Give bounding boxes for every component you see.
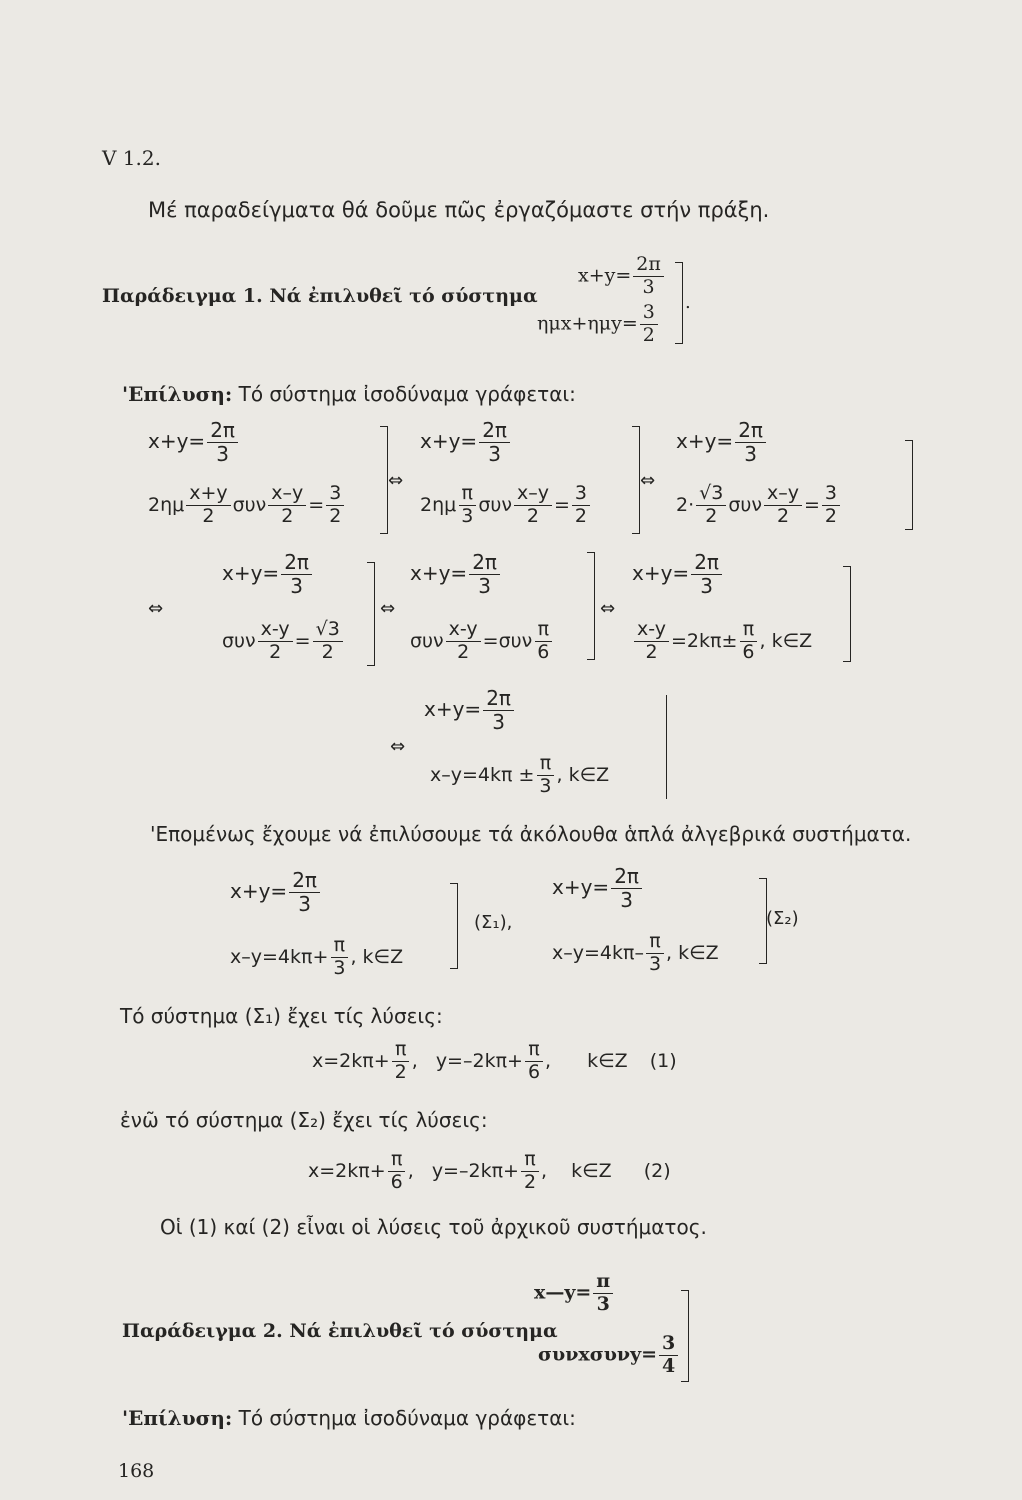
frac-num: π: [392, 1040, 409, 1062]
frac-num: x+y: [186, 484, 230, 506]
eq-lhs: x+y=: [420, 429, 478, 453]
eq-part: x=2kπ+: [308, 1159, 386, 1182]
brace: [680, 262, 683, 344]
sys-b-c3-top: [632, 552, 724, 597]
frac-num: 3: [659, 1334, 678, 1356]
eq-part: x=2kπ+: [312, 1049, 390, 1072]
eq-lhs: x+y=: [676, 429, 734, 453]
example-2-label: Παράδειγμα 2. Νά ἐπιλυθεῖ τό σύστημα: [122, 1320, 558, 1342]
frac-num: 3: [326, 484, 344, 506]
brace: [848, 566, 851, 662]
frac-den: 2: [457, 640, 470, 663]
s1-bot: [230, 936, 403, 979]
frac-den: 2: [281, 504, 294, 527]
frac-num: 2π: [691, 552, 722, 575]
frac-den: 2: [705, 504, 718, 527]
eq-part: , k∈Z: [350, 945, 404, 968]
frac-num: π: [646, 932, 663, 954]
frac-den: 3: [298, 892, 311, 916]
sys-b-c2-top: [410, 552, 502, 597]
frac-num: x-y: [258, 620, 293, 642]
eq-part: =: [553, 493, 570, 516]
frac-den: 6: [390, 1170, 403, 1193]
equivalence-arrow: ⇔: [390, 736, 406, 757]
frac-num: 3: [822, 484, 840, 506]
s1-top: [230, 870, 322, 915]
eq-lhs: x+y=: [552, 875, 610, 899]
eq-part: 2ημ: [420, 493, 457, 516]
solution-text: Τό σύστημα ἰσοδύναμα γράφεται:: [238, 1406, 576, 1430]
eq-part: x–y=4kπ ±: [430, 763, 535, 786]
frac-den: 3: [492, 710, 505, 734]
system-s2-label: (Σ₂): [766, 908, 799, 929]
frac-den: 2: [824, 504, 838, 527]
eq-part: y=–2kπ+: [431, 1159, 519, 1182]
frac-den: 2: [776, 504, 790, 527]
eq-part: συν: [410, 629, 444, 652]
eq-lhs: x+y=: [148, 429, 206, 453]
eq-lhs: x+y=: [424, 697, 482, 721]
frac-den: 3: [700, 574, 713, 598]
sys-a-c2-bot: [420, 484, 592, 527]
eq-part: =: [308, 493, 325, 516]
equation-tag: (2): [643, 1159, 671, 1182]
eq-lhs: συνxσυνy=: [538, 1343, 658, 1366]
eq-part: ,: [545, 1049, 552, 1072]
sys-a-c1-bot: [148, 484, 346, 527]
frac-den: 6: [527, 1060, 541, 1083]
equivalence-arrow: ⇔: [380, 598, 396, 619]
frac-den: 3: [642, 275, 655, 298]
eq-part: x–y=4kπ+: [230, 945, 329, 968]
frac-den: 3: [461, 504, 474, 527]
sys-b-c3-bot: [632, 620, 812, 663]
frac-den: 3: [539, 774, 552, 797]
frac-den: 3: [333, 956, 346, 979]
equivalence-arrow: ⇔: [148, 598, 164, 619]
eq-part: συν: [478, 493, 512, 516]
therefore-text: 'Επομένως ἔχουμε νά ἐπιλύσουμε τά ἀκόλουθα ἁπλά ἀλγεβρικά συστήματα.: [150, 822, 912, 846]
frac-num: π: [459, 484, 476, 506]
example-1-eq2: [537, 303, 660, 346]
eq-part: συν: [232, 493, 267, 516]
brace: [666, 695, 669, 799]
frac-num: 2π: [289, 870, 320, 893]
eq-part: 2ημ: [148, 493, 185, 516]
example-2-eq1: [534, 1272, 615, 1315]
sys-b-c2-bot: [410, 620, 554, 663]
sys-b-c1-top: [222, 552, 314, 597]
conclusion-text: Οἱ (1) καί (2) εἶναι οἱ λύσεις τοῦ ἀρχικοῦ συστήματος.: [160, 1215, 707, 1239]
frac-num: π: [525, 1040, 542, 1062]
frac-num: x-y: [634, 620, 669, 642]
eq-part: , k∈Z: [666, 941, 719, 964]
eq-part: =: [294, 629, 311, 652]
eq-lhs: x+y=: [222, 561, 280, 585]
brace: [686, 1290, 689, 1382]
solution-line: [122, 382, 576, 406]
eq-part: =2kπ±: [671, 629, 738, 652]
frac-den: 2: [642, 323, 655, 346]
frac-num: x-y: [446, 620, 481, 642]
frac-num: π: [740, 620, 757, 642]
s2-top: [552, 866, 644, 911]
frac-num: 3: [640, 303, 658, 325]
solution-label: 'Επίλυση:: [122, 382, 233, 406]
frac-num: 2π: [479, 420, 510, 443]
frac-num: π: [331, 936, 348, 958]
brace: [910, 440, 913, 530]
s2-bot: [552, 932, 719, 975]
eq-part: =συν: [482, 629, 533, 652]
frac-den: 2: [645, 640, 658, 663]
sol2-text: ἐνῶ τό σύστημα (Σ₂) ἔχει τίς λύσεις:: [120, 1108, 488, 1132]
frac-num: x–y: [268, 484, 306, 506]
frac-den: 2: [574, 504, 587, 527]
frac-den: 3: [488, 442, 501, 466]
frac-num: π: [537, 754, 554, 776]
frac-den: 3: [596, 1292, 610, 1315]
sol2-equation: [308, 1150, 671, 1193]
frac-num: π: [593, 1272, 613, 1294]
frac-den: 2: [526, 504, 540, 527]
frac-den: 3: [744, 442, 757, 466]
equation-tag: (1): [649, 1049, 677, 1072]
brace: [592, 552, 595, 660]
frac-den: 3: [648, 952, 662, 975]
eq-part: , k∈Z: [556, 763, 610, 786]
frac-num: 2π: [633, 255, 664, 277]
equivalence-arrow: ⇔: [388, 470, 404, 491]
eq-lhs: x+y=: [230, 879, 288, 903]
frac-num: 2π: [735, 420, 766, 443]
sys-b-c1-bot: [222, 620, 345, 663]
frac-num: π: [521, 1150, 538, 1172]
frac-num: x–y: [764, 484, 802, 506]
frac-den: 4: [662, 1354, 676, 1377]
eq-lhs: x—y=: [534, 1281, 592, 1304]
sys-c-top: [424, 688, 516, 733]
frac-den: 3: [290, 574, 303, 598]
eq-part: x–y=4kπ–: [552, 941, 644, 964]
frac-num: √3: [696, 484, 726, 506]
frac-den: 2: [394, 1060, 407, 1083]
eq-part: , k∈Z: [759, 629, 813, 652]
frac-den: 3: [620, 888, 633, 912]
frac-num: 2π: [469, 552, 500, 575]
system-s1-label: (Σ₁),: [474, 912, 513, 933]
section-number: V 1.2.: [102, 146, 161, 170]
frac-num: 2π: [281, 552, 312, 575]
frac-den: 3: [216, 442, 229, 466]
example-1-label: Παράδειγμα 1. Νά ἐπιλυθεῖ τό σύστημα: [102, 285, 538, 307]
eq-part: =: [804, 493, 820, 516]
sol1-equation: [312, 1040, 677, 1083]
sol1-text: Τό σύστημα (Σ₁) ἔχει τίς λύσεις:: [120, 1004, 443, 1028]
frac-num: 2π: [483, 688, 514, 711]
frac-den: 2: [523, 1170, 537, 1193]
frac-den: 6: [742, 640, 755, 663]
sys-a-c1-top: [148, 420, 240, 465]
frac-num: 2π: [207, 420, 238, 443]
eq-lhs: x+y=: [410, 561, 468, 585]
frac-num: π: [388, 1150, 405, 1172]
frac-den: 2: [269, 640, 282, 663]
solution-2-line: [122, 1406, 576, 1430]
brace: [372, 562, 375, 666]
sys-a-c3-bot: [676, 484, 842, 527]
eq-part: συν: [222, 629, 256, 652]
eq-lhs: x+y=: [578, 264, 632, 287]
frac-den: 6: [537, 640, 550, 663]
example-2-eq2: [538, 1334, 680, 1377]
solution-text: Τό σύστημα ἰσοδύναμα γράφεται:: [238, 382, 576, 406]
eq-part: συν: [728, 493, 762, 516]
frac-num: 2π: [611, 866, 642, 889]
frac-den: 2: [321, 640, 334, 663]
page-number: 168: [118, 1460, 155, 1482]
eq-part: 2·: [676, 493, 695, 516]
frac-num: π: [535, 620, 552, 642]
eq-part: ,: [541, 1159, 548, 1182]
frac-den: 2: [202, 504, 215, 527]
eq-part: k∈Z: [587, 1049, 628, 1072]
sys-c-bot: [430, 754, 609, 797]
brace: [455, 883, 458, 969]
frac-num: x–y: [514, 484, 552, 506]
eq-part: ,: [407, 1159, 414, 1182]
eq-part: k∈Z: [571, 1159, 612, 1182]
eq-lhs: x+y=: [632, 561, 690, 585]
eq-lhs: ημx+ημy=: [537, 312, 638, 335]
sys-a-c3-top: [676, 420, 768, 465]
solution-label: 'Επίλυση:: [122, 1406, 233, 1430]
frac-num: 3: [572, 484, 590, 506]
frac-den: 2: [329, 504, 342, 527]
sys-a-c2-top: [420, 420, 512, 465]
intro-text: Μέ παραδείγματα θά δοῦμε πῶς ἐργαζόμαστε στήν πράξη.: [148, 198, 770, 222]
eq-part: ,: [411, 1049, 418, 1072]
frac-num: √3: [313, 620, 343, 642]
equivalence-arrow: ⇔: [600, 598, 616, 619]
example-1-eq1: [578, 255, 666, 298]
eq-part: y=–2kπ+: [435, 1049, 523, 1072]
frac-den: 3: [478, 574, 491, 598]
period: .: [685, 292, 691, 313]
equivalence-arrow: ⇔: [640, 470, 656, 491]
